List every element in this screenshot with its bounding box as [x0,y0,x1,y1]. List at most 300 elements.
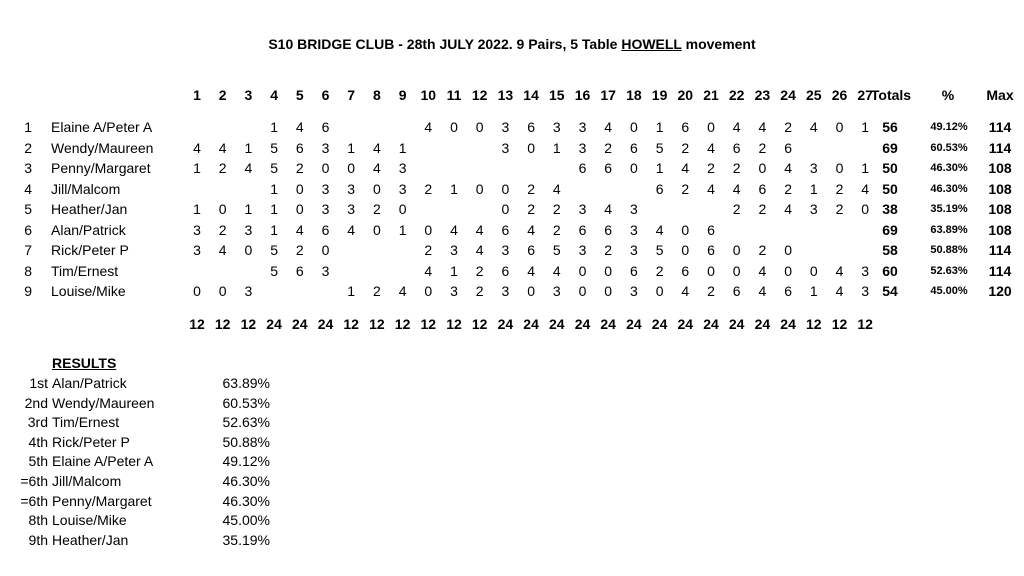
score-cell: 6 [681,119,690,135]
score-cell [210,180,236,198]
score-cell [184,262,210,280]
score-cell: 3 [578,119,587,135]
result-percent: 52.63% [222,414,270,431]
score-cell: 0 [527,283,535,299]
pair-percent: 49.12% [930,121,968,133]
score-cell: 4 [758,283,767,299]
score-cell: 5 [270,160,278,176]
score-cell [184,118,210,136]
board-top: 24 [754,316,771,332]
score-cell [364,262,390,280]
board-top: 24 [780,316,796,332]
score-cell [235,180,261,198]
score-cell: 5 [270,262,278,279]
score-cell: 3 [193,221,201,238]
pair-percent: 35.19% [930,203,968,215]
score-cell: 6 [604,160,613,176]
board-top: 12 [369,316,385,332]
board-header: 9 [398,87,407,103]
result-pair-name: Tim/Ernest [52,414,120,431]
pair-number: 1 [24,119,32,135]
board-header: 14 [523,87,539,103]
score-cell: 4 [758,262,767,279]
score-cell: 4 [244,160,253,176]
score-cell: 4 [809,119,818,135]
score-cell [467,200,493,218]
score-cell: 4 [475,221,484,238]
results-title: RESULTS [52,355,117,371]
board-header: 8 [372,87,381,103]
board-top: 12 [806,316,822,332]
score-cell: 0 [578,283,587,299]
score-cell [338,118,364,136]
score-cell: 2 [604,139,613,156]
score-cell: 2 [475,283,484,299]
score-cell [235,118,261,136]
score-cell [415,139,441,157]
score-cell: 5 [655,139,664,156]
score-cell: 4 [218,139,227,156]
score-cell: 6 [681,262,690,279]
score-cell [415,200,441,218]
board-top: 12 [446,316,462,332]
pair-name: Tim/Ernest [51,262,119,279]
score-cell [467,159,493,177]
score-cell: 3 [347,180,356,197]
pair-total: 69 [882,139,898,156]
score-cell [210,118,236,136]
score-cell [621,180,647,198]
pair-max: 108 [988,160,1012,176]
board-header: 1 [193,87,201,103]
score-cell: 0 [604,262,613,279]
score-cell: 0 [527,139,535,156]
score-cell [390,118,416,136]
board-header: 6 [321,87,330,103]
score-cell: 3 [861,283,870,299]
score-cell: 1 [347,283,356,299]
score-cell: 3 [450,242,458,258]
score-cell: 4 [424,119,433,135]
score-cell: 2 [552,201,561,217]
board-top: 24 [651,316,668,332]
score-cell: 0 [758,160,767,176]
score-cell: 3 [629,242,638,258]
score-cell: 1 [270,221,278,238]
score-cell: 1 [347,139,356,156]
score-cell: 3 [321,180,330,197]
score-cell: 0 [218,201,227,217]
pair-total: 50 [882,180,898,197]
score-cell: 4 [295,119,304,135]
score-cell: 3 [578,139,587,156]
pair-percent: 46.30% [930,162,968,174]
score-cell [441,159,467,177]
score-cell: 3 [809,201,818,217]
score-cell: 2 [218,221,227,238]
page-title: S10 BRIDGE CLUB - 28th JULY 2022. 9 Pairs, 5 Table HOWELL movement [268,36,756,52]
score-cell [210,262,236,280]
score-cell: 2 [655,262,664,279]
board-header: 16 [574,87,591,103]
board-header: 18 [626,87,642,103]
score-cell: 1 [244,139,253,156]
score-cell: 3 [321,201,330,217]
pair-total: 50 [882,160,898,176]
score-cell: 4 [193,139,201,156]
board-header: 2 [218,87,227,103]
board-top: 12 [343,316,359,332]
score-cell: 3 [501,119,510,135]
score-cell: 0 [450,119,458,135]
score-cell: 0 [347,160,356,176]
score-cell: 0 [629,160,638,176]
score-cell: 2 [681,180,690,197]
score-cell: 4 [655,221,664,238]
pair-max: 108 [988,201,1012,217]
pair-name: Alan/Patrick [51,221,126,238]
pair-max: 114 [988,119,1012,135]
pair-max: 114 [988,139,1012,156]
score-cell: 0 [732,262,741,279]
score-cell [492,159,518,177]
board-header: 12 [471,87,488,103]
score-cell: 3 [193,242,201,258]
pair-percent: 50.88% [930,244,968,256]
score-cell: 6 [784,283,792,299]
score-cell: 1 [398,139,407,156]
score-cell: 0 [861,201,870,217]
score-cell: 3 [809,160,818,176]
score-cell: 0 [193,283,201,299]
board-header: 19 [651,87,668,103]
score-cell: 4 [681,160,690,176]
result-position: 8th [28,512,48,529]
board-top: 24 [523,316,539,332]
score-cell [801,221,827,239]
score-cell: 1 [270,119,278,135]
result-percent: 63.89% [222,375,270,391]
score-cell: 0 [295,201,304,217]
result-percent: 49.12% [222,453,270,470]
board-header: 11 [446,87,462,103]
score-cell: 2 [372,201,381,217]
score-cell: 2 [527,201,535,217]
score-cell [415,159,441,177]
score-cell: 2 [681,139,690,156]
board-header: 15 [549,87,565,103]
score-cell: 0 [835,119,844,135]
score-cell: 0 [784,242,792,258]
board-top: 24 [317,316,334,332]
board-top: 12 [214,316,231,332]
score-cell: 1 [193,160,201,176]
score-cell: 6 [732,283,741,299]
score-cell: 2 [835,180,844,197]
score-cell: 1 [270,180,278,197]
score-cell: 4 [552,262,561,279]
score-cell: 6 [629,262,638,279]
score-cell: 0 [372,180,381,197]
score-cell: 0 [475,119,484,135]
score-cell: 1 [244,201,253,217]
score-cell: 4 [552,180,561,197]
score-cell: 4 [732,180,741,197]
score-cell: 4 [861,180,870,197]
score-cell: 6 [501,221,510,238]
score-cell: 2 [835,201,844,217]
score-cell: 3 [552,119,561,135]
result-position: 2nd [24,394,48,411]
pair-max: 114 [988,242,1012,258]
score-cell: 6 [707,242,715,258]
score-cell [261,282,287,300]
board-header: 3 [244,87,253,103]
score-cell: 4 [758,119,767,135]
score-cell [390,241,416,259]
score-cell [364,118,390,136]
board-top: 24 [266,316,282,332]
score-cell: 3 [629,283,638,299]
board-top: 24 [292,316,308,332]
score-cell: 0 [321,160,330,176]
score-cell: 0 [707,119,715,135]
board-header: 13 [497,87,514,103]
score-cell [647,200,673,218]
board-top: 24 [549,316,565,332]
score-cell [801,139,827,157]
score-cell: 3 [244,221,253,238]
pair-number: 8 [24,262,32,279]
score-cell: 5 [552,242,561,258]
pair-name: Penny/Margaret [51,160,151,176]
score-cell: 0 [578,262,587,279]
score-cell: 4 [681,283,690,299]
score-cell: 6 [295,262,304,279]
pair-total: 56 [882,119,898,135]
pair-number: 6 [24,221,32,238]
score-cell: 3 [321,139,330,156]
score-cell: 1 [450,262,458,279]
score-cell: 3 [501,139,510,156]
score-cell [570,180,596,198]
score-cell [441,139,467,157]
score-cell: 0 [681,242,690,258]
score-cell: 2 [218,160,227,176]
board-header: 22 [728,87,745,103]
score-cell: 3 [398,160,407,176]
result-percent: 46.30% [222,492,270,509]
score-cell: 6 [527,119,535,135]
score-cell: 4 [527,221,535,238]
score-cell: 1 [450,180,458,197]
pair-name: Wendy/Maureen [51,139,154,156]
score-cell: 4 [784,201,792,217]
score-cell [595,180,621,198]
result-percent: 60.53% [222,394,270,411]
score-cell: 0 [244,242,253,258]
result-position: 1st [29,375,48,391]
totals-header: Totals [870,87,912,103]
pair-max: 108 [988,221,1012,238]
result-position: 3rd [27,414,48,431]
board-header: 23 [754,87,771,103]
pair-number: 5 [24,201,32,217]
score-cell: 6 [295,139,304,156]
score-cell: 2 [732,201,741,217]
score-cell: 4 [372,160,381,176]
result-position: =6th [20,492,48,509]
score-cell: 0 [681,221,690,238]
score-cell: 4 [347,221,356,238]
score-cell: 2 [295,242,304,258]
score-cell: 5 [655,242,664,258]
pair-name: Rick/Peter P [51,242,129,258]
score-cell [827,221,853,239]
pair-percent: 52.63% [930,264,968,277]
board-top: 24 [728,316,745,332]
pair-percent: 63.89% [930,223,968,236]
score-cell: 3 [347,201,356,217]
score-cell: 2 [295,160,304,176]
score-cell: 5 [270,242,278,258]
board-top: 12 [471,316,488,332]
score-cell: 2 [552,221,561,238]
pair-number: 9 [24,283,32,299]
result-pair-name: Wendy/Maureen [52,394,155,411]
score-cell: 4 [784,160,792,176]
pair-total: 58 [882,242,898,258]
result-percent: 35.19% [222,531,270,548]
score-cell: 4 [732,119,741,135]
score-cell: 6 [578,160,587,176]
score-cell [338,241,364,259]
score-cell [338,262,364,280]
board-header: 4 [270,87,278,103]
result-pair-name: Rick/Peter P [52,433,130,450]
score-cell: 0 [424,283,433,299]
result-percent: 46.30% [222,473,270,489]
pair-percent: 45.00% [930,285,968,297]
score-cell: 3 [501,283,510,299]
score-cell: 1 [398,221,407,238]
score-cell: 0 [835,160,844,176]
score-cell: 6 [527,242,535,258]
result-percent: 45.00% [222,512,270,529]
board-top: 12 [189,316,205,332]
score-cell [518,159,544,177]
board-top: 12 [857,316,873,332]
score-cell: 0 [501,201,510,217]
score-cell: 6 [321,221,330,238]
score-cell [184,180,210,198]
score-cell [390,262,416,280]
score-cell [801,241,827,259]
score-cell: 0 [398,201,407,217]
score-cell: 4 [707,139,715,156]
pair-total: 60 [882,262,898,279]
score-cell: 6 [501,262,510,279]
score-cell: 1 [270,201,278,217]
score-cell: 4 [450,221,458,238]
score-cell: 0 [784,262,792,279]
score-cell: 0 [501,180,510,197]
score-cell: 2 [707,160,715,176]
board-header: 26 [831,87,848,103]
score-cell: 0 [707,262,715,279]
board-header: 7 [347,87,356,103]
score-cell: 2 [527,180,535,197]
score-cell: 4 [835,262,844,279]
score-cell [441,200,467,218]
score-cell: 1 [655,160,664,176]
score-cell: 3 [244,283,253,299]
score-cell: 1 [861,119,870,135]
board-header: 21 [703,87,719,103]
board-header: 24 [780,87,796,103]
score-cell: 2 [424,242,433,258]
score-cell: 2 [707,283,715,299]
score-cell: 4 [295,221,304,238]
board-header: 20 [677,87,694,103]
score-cell: 4 [424,262,433,279]
score-cell: 0 [475,180,484,197]
board-top: 24 [703,316,719,332]
score-cell: 0 [655,283,664,299]
pair-number: 4 [24,180,32,197]
result-pair-name: Penny/Margaret [52,492,152,509]
score-cell: 2 [784,180,792,197]
score-cell [364,241,390,259]
board-top: 12 [240,316,257,332]
pair-name: Elaine A/Peter A [51,119,153,135]
score-cell [775,221,801,239]
score-cell [467,139,493,157]
score-cell: 1 [193,201,201,217]
score-cell: 2 [732,160,741,176]
score-cell: 4 [398,283,407,299]
board-header: 5 [295,87,304,103]
score-cell: 6 [629,139,638,156]
score-cell: 6 [784,139,792,156]
score-cell: 0 [629,119,638,135]
result-pair-name: Alan/Patrick [52,375,127,391]
result-pair-name: Louise/Mike [52,512,127,529]
score-cell: 6 [707,221,715,238]
result-position: 9th [28,531,48,548]
score-cell [672,200,698,218]
pair-percent: 60.53% [930,141,968,154]
score-cell: 4 [707,180,715,197]
pair-name: Jill/Malcom [51,180,121,197]
score-cell: 2 [604,242,613,258]
score-cell: 1 [809,180,818,197]
score-cell [749,221,775,239]
score-cell: 3 [552,283,561,299]
pair-number: 2 [24,139,32,156]
pair-number: 3 [24,160,32,176]
board-top: 12 [831,316,848,332]
score-cell: 4 [372,139,381,156]
score-cell: 0 [372,221,381,238]
score-cell: 2 [758,201,767,217]
score-cell: 3 [578,201,587,217]
result-pair-name: Jill/Malcom [52,473,122,489]
score-cell: 0 [732,242,741,258]
board-top: 24 [574,316,591,332]
score-cell: 1 [655,119,664,135]
board-top: 12 [420,316,437,332]
